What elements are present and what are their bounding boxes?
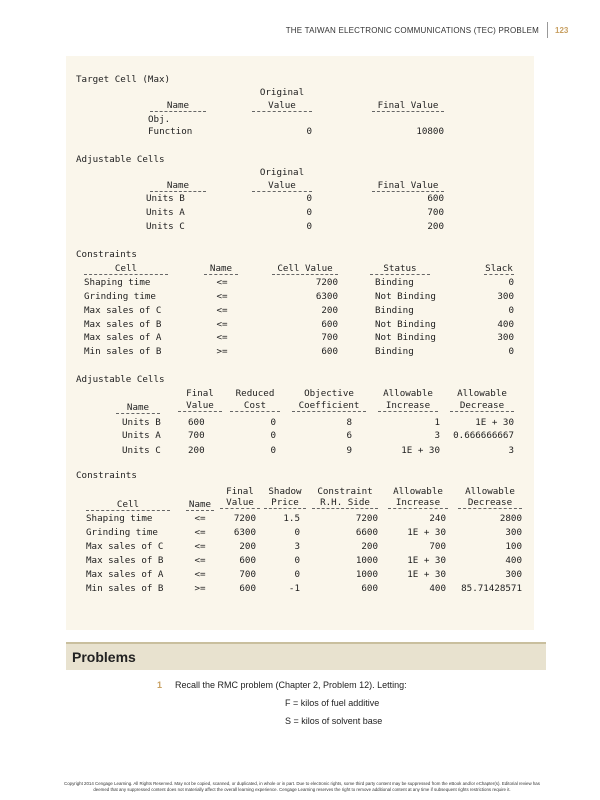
constraint-value: 7200 — [315, 277, 338, 288]
sens-con-name: >= — [194, 583, 206, 594]
sens-con-header-name: Name — [186, 499, 214, 511]
sens-con-name: <= — [194, 541, 206, 552]
constraint-name: <= — [216, 319, 228, 330]
problem-equation: F = kilos of fuel additive — [285, 698, 380, 708]
constraint-cell: Min sales of B — [84, 346, 162, 357]
sens-adj-final: 200 — [188, 445, 205, 456]
problems-heading-bar — [66, 642, 546, 670]
constraint-cell: Grinding time — [84, 291, 156, 302]
sens-adj-header-increase-1: Allowable — [383, 388, 433, 399]
sens-adj-reduced: 0 — [270, 445, 276, 456]
adjustable-row-final: 700 — [427, 207, 444, 218]
sens-con-shadow: 0 — [294, 569, 300, 580]
adjustable-header-original-2: Value — [252, 180, 312, 192]
sens-adj-header-final-2: Value — [178, 400, 222, 412]
sens-con-increase: 700 — [429, 541, 446, 552]
sens-con-rhs: 7200 — [355, 513, 378, 524]
sens-con-cell: Min sales of B — [86, 583, 164, 594]
sens-con-shadow: 1.5 — [283, 513, 300, 524]
sens-adj-header-reduced-1: Reduced — [235, 388, 275, 399]
sens-adj-header-objective-2: Coefficient — [292, 400, 366, 412]
sens-con-shadow: 0 — [294, 555, 300, 566]
problems-title: Problems — [72, 649, 136, 665]
sens-con-decrease: 300 — [505, 527, 522, 538]
adjustable-row-name: Units A — [146, 207, 185, 218]
sens-con-increase: 240 — [429, 513, 446, 524]
constraint-slack: 300 — [497, 332, 514, 343]
sens-con-shadow: 3 — [294, 541, 300, 552]
constraints-title: Constraints — [76, 249, 137, 260]
copyright-footer — [28, 781, 576, 793]
sens-con-header-decrease-1: Allowable — [465, 486, 515, 497]
adjustable-row-name: Units C — [146, 221, 185, 232]
target-cell-title: Target Cell (Max) — [76, 74, 171, 85]
constraint-name: >= — [216, 346, 228, 357]
adjustable-header-original-1: Original — [259, 167, 305, 178]
adjustable-row-final: 200 — [427, 221, 444, 232]
constraint-value: 600 — [321, 346, 338, 357]
constraint-slack: 300 — [497, 291, 514, 302]
sens-con-increase: 1E + 30 — [407, 569, 446, 580]
constraint-value: 6300 — [315, 291, 338, 302]
sens-con-header-cell: Cell — [86, 499, 170, 511]
sens-adj-header-decrease-1: Allowable — [457, 388, 507, 399]
sens-adj-objective: 8 — [346, 417, 352, 428]
constraint-status: Binding — [375, 305, 414, 316]
sens-con-header-final-1: Final — [226, 486, 254, 497]
sens-con-header-shadow-2: Price — [264, 497, 306, 509]
sens-con-increase: 1E + 30 — [407, 527, 446, 538]
sens-con-name: <= — [194, 513, 206, 524]
sens-con-final: 600 — [239, 555, 256, 566]
sens-con-final: 6300 — [233, 527, 256, 538]
sens-adj-decrease: 0.666666667 — [453, 430, 514, 441]
sens-con-name: <= — [194, 569, 206, 580]
problem-equation: S = kilos of solvent base — [285, 716, 383, 726]
sens-con-header-final-2: Value — [220, 497, 260, 509]
sens-constraints-title: Constraints — [76, 470, 137, 481]
target-row-final: 10800 — [416, 126, 444, 137]
sens-adj-final: 700 — [188, 430, 205, 441]
target-header-final: Final Value — [372, 100, 444, 112]
sens-con-final: 600 — [239, 583, 256, 594]
constraint-cell: Max sales of C — [84, 305, 162, 316]
sens-adj-header-increase-2: Increase — [378, 400, 438, 412]
constraint-name: <= — [216, 305, 228, 316]
constraint-status: Binding — [375, 277, 414, 288]
sens-adj-header-objective-1: Objective — [304, 388, 354, 399]
sens-con-increase: 1E + 30 — [407, 555, 446, 566]
copyright-line: deemed that any suppressed content does not materially affect the overall learning experience. Cengage Learning reserves the right to remove additional content at any time if subsequent rights restrictions require it. — [93, 787, 511, 792]
constraint-slack: 0 — [508, 346, 514, 357]
target-row-name-1: Obj. — [148, 114, 171, 125]
sens-con-rhs: 1000 — [355, 569, 378, 580]
constraints-header-slack: Slack — [485, 263, 513, 274]
sens-con-rhs: 6600 — [355, 527, 378, 538]
target-row-original: 0 — [306, 126, 312, 137]
solver-report — [66, 56, 534, 630]
constraint-status: Not Binding — [375, 319, 436, 330]
constraints-header-status: Status — [370, 263, 430, 275]
sens-adj-decrease: 1E + 30 — [475, 417, 514, 428]
target-row-name-2: Function — [148, 126, 193, 137]
sens-adj-name: Units C — [122, 445, 161, 456]
page-number: 123 — [555, 26, 569, 35]
sens-con-header-rhs-1: Constraint — [317, 486, 373, 497]
sens-adj-final: 600 — [188, 417, 205, 428]
sens-con-header-increase-1: Allowable — [393, 486, 443, 497]
sens-con-increase: 400 — [429, 583, 446, 594]
sens-adj-name: Units A — [122, 430, 161, 441]
sens-adj-reduced: 0 — [270, 430, 276, 441]
adjustable-header-name: Name — [150, 180, 206, 192]
sens-adj-increase: 1 — [434, 417, 440, 428]
sens-adj-header-reduced-2: Cost — [230, 400, 280, 412]
constraint-value: 600 — [321, 319, 338, 330]
sens-adjustable-title: Adjustable Cells — [76, 374, 165, 385]
sens-con-decrease: 400 — [505, 555, 522, 566]
sens-con-header-shadow-1: Shadow — [268, 486, 302, 497]
constraint-cell: Max sales of B — [84, 319, 162, 330]
sens-con-cell: Grinding time — [86, 527, 158, 538]
constraint-cell: Shaping time — [84, 277, 151, 288]
sens-con-final: 700 — [239, 569, 256, 580]
constraint-name: <= — [216, 332, 228, 343]
target-header-original-2: Value — [252, 100, 312, 112]
sens-adj-increase: 1E + 30 — [401, 445, 440, 456]
constraints-header-value: Cell Value — [272, 263, 338, 275]
sens-adj-name: Units B — [122, 417, 161, 428]
adjustable-header-final: Final Value — [372, 180, 444, 192]
adjustable-row-name: Units B — [146, 193, 185, 204]
adjustable-row-final: 600 — [427, 193, 444, 204]
target-header-original-1: Original — [259, 87, 305, 98]
sens-con-cell: Max sales of C — [86, 541, 164, 552]
sens-con-cell: Max sales of B — [86, 555, 164, 566]
sens-con-rhs: 1000 — [355, 555, 378, 566]
constraint-value: 700 — [321, 332, 338, 343]
header-divider — [547, 22, 548, 38]
problem-text: Recall the RMC problem (Chapter 2, Problem 12). Letting: — [175, 680, 407, 690]
problem-number: 1 — [157, 680, 163, 690]
sens-con-final: 200 — [239, 541, 256, 552]
sens-con-rhs: 600 — [361, 583, 378, 594]
sens-con-cell: Shaping time — [86, 513, 153, 524]
sens-con-name: <= — [194, 555, 206, 566]
constraint-value: 200 — [321, 305, 338, 316]
sens-adj-header-decrease-2: Decrease — [450, 400, 514, 412]
sens-adj-decrease: 3 — [508, 445, 514, 456]
constraint-status: Not Binding — [375, 332, 436, 343]
sens-con-header-decrease-2: Decrease — [458, 497, 522, 509]
sens-adj-objective: 9 — [346, 445, 352, 456]
constraint-slack: 0 — [508, 277, 514, 288]
sens-con-name: <= — [194, 527, 206, 538]
target-header-name: Name — [150, 100, 206, 112]
sens-adj-reduced: 0 — [270, 417, 276, 428]
sens-con-decrease: 2800 — [499, 513, 522, 524]
adjustable-cells-title: Adjustable Cells — [76, 154, 165, 165]
sens-con-decrease: 100 — [505, 541, 522, 552]
sens-con-decrease: 300 — [505, 569, 522, 580]
constraint-status: Binding — [375, 346, 414, 357]
running-header-title: THE TAIWAN ELECTRONIC COMMUNICATIONS (TEC) PROBLEM — [285, 26, 539, 35]
constraints-header-name: Name — [204, 263, 238, 275]
sens-con-shadow: 0 — [294, 527, 300, 538]
sens-adj-header-final-1: Final — [186, 388, 214, 399]
sens-adj-header-name: Name — [116, 402, 160, 414]
copyright-line: Copyright 2014 Cengage Learning. All Rights Reserved. May not be copied, scanned, or duplicated, in whole or in part. Due to electronic rights, some third party content may be suppressed from the eBook and/or eChapter(s). Editorial review has — [64, 781, 540, 786]
constraint-name: <= — [216, 291, 228, 302]
constraint-slack: 0 — [508, 305, 514, 316]
adjustable-row-original: 0 — [306, 207, 312, 218]
constraints-header-cell: Cell — [84, 263, 168, 275]
constraint-status: Not Binding — [375, 291, 436, 302]
constraint-slack: 400 — [497, 319, 514, 330]
adjustable-row-original: 0 — [306, 193, 312, 204]
sens-con-final: 7200 — [233, 513, 256, 524]
sens-con-rhs: 200 — [361, 541, 378, 552]
constraint-cell: Max sales of A — [84, 332, 162, 343]
sens-adj-increase: 3 — [434, 430, 440, 441]
constraint-name: <= — [216, 277, 228, 288]
sens-con-header-increase-2: Increase — [388, 497, 448, 509]
adjustable-row-original: 0 — [306, 221, 312, 232]
sens-con-decrease: 85.71428571 — [461, 583, 522, 594]
sens-con-header-rhs-2: R.H. Side — [312, 497, 378, 509]
sens-con-cell: Max sales of A — [86, 569, 164, 580]
sens-adj-objective: 6 — [346, 430, 352, 441]
sens-con-shadow: -1 — [288, 583, 300, 594]
